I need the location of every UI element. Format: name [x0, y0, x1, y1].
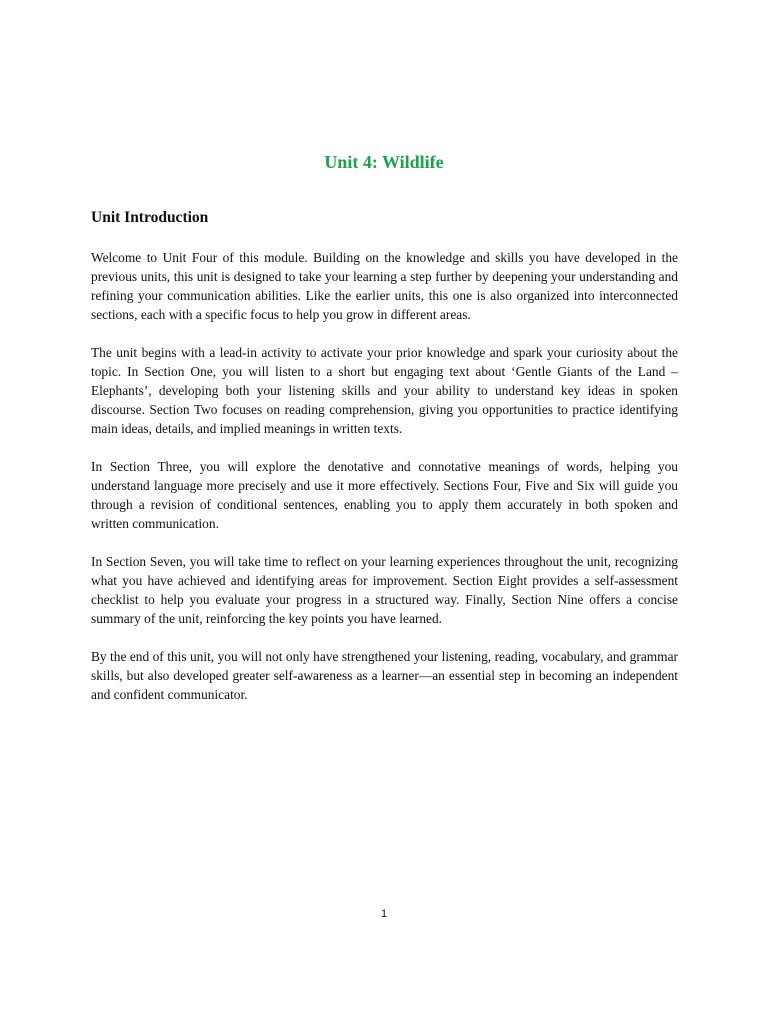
paragraph: In Section Three, you will explore the denotative and connotative meanings of words, helping you understand language more precisely and use it more effectively. Sections Four, Five and Six will guide you through a revision of conditional sentences, enabling you to apply them accurately in both spoken and written communication. [91, 459, 678, 531]
section-heading: Unit Introduction [91, 209, 209, 226]
paragraph: In Section Seven, you will take time to reflect on your learning experiences throughout the unit, recognizing what you have achieved and identifying areas for improvement. Section Eight provides a self-assessment checklist to help you evaluate your progress in a structured way. Finally, Section Nine offers a concise summary of the unit, reinforcing the key points you have learned. [91, 554, 678, 626]
page-number: 1 [380, 908, 388, 920]
page-title: Unit 4: Wildlife [324, 152, 444, 172]
body-text [91, 248, 678, 723]
paragraph: The unit begins with a lead-in activity to activate your prior knowledge and spark your curiosity about the topic. In Section One, you will listen to a short but engaging text about ‘Gentle Giants of the Land – Elephants’, developing both your listening skills and your ability to understand key ideas in spoken discourse. Section Two focuses on reading comprehension, giving you opportunities to practice identifying main ideas, details, and implied meanings in written texts. [91, 345, 678, 436]
paragraph: By the end of this unit, you will not only have strengthened your listening, reading, vocabulary, and grammar skills, but also developed greater self-awareness as a learner—an essential step in becoming an independent and confident communicator. [91, 649, 678, 702]
paragraph: Welcome to Unit Four of this module. Building on the knowledge and skills you have developed in the previous units, this unit is designed to take your learning a step further by deepening your understanding and refining your communication abilities. Like the earlier units, this one is also organized into interconnected sections, each with a specific focus to help you grow in different areas. [91, 250, 678, 322]
